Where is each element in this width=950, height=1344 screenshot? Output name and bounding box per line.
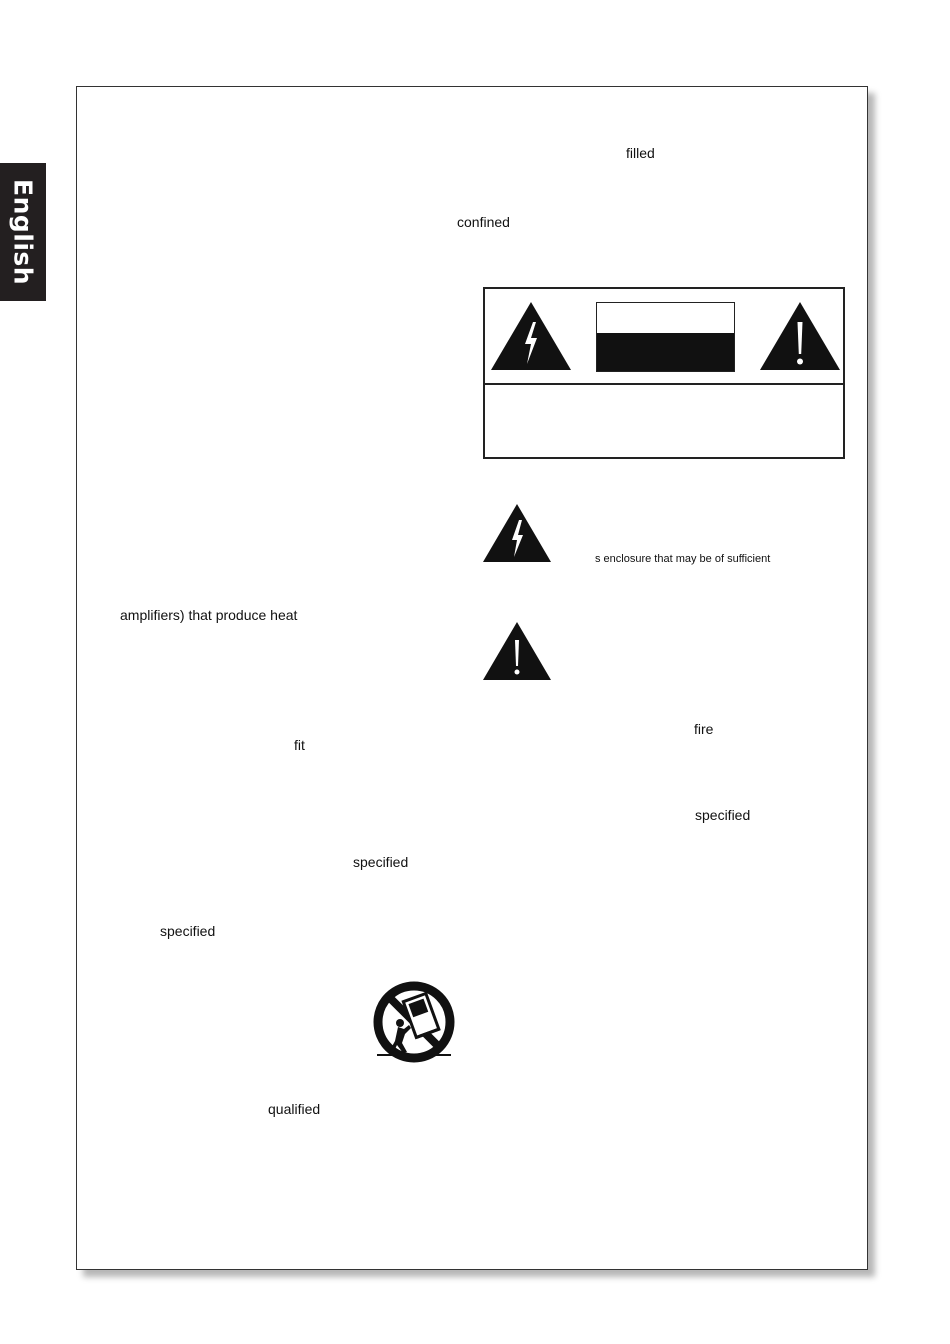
text-specified-right: specified (695, 807, 751, 823)
text-filled: filled (626, 145, 655, 161)
exclamation-warning-triangle-icon (758, 300, 842, 372)
language-tab (0, 163, 46, 301)
text-specified-left: specified (160, 923, 216, 939)
caution-box (483, 287, 845, 459)
lightning-bolt-warning-triangle-icon (482, 503, 552, 563)
page-frame (76, 86, 868, 1270)
exclamation-warning-triangle-icon (482, 621, 552, 681)
cart-tip-over-warning-icon (371, 979, 457, 1065)
text-confined: confined (457, 214, 510, 230)
text-specified-mid: specified (353, 854, 409, 870)
text-fit: fit (294, 737, 305, 753)
text-qualified: qualified (268, 1101, 321, 1117)
lightning-bolt-warning-triangle-icon (489, 300, 573, 372)
text-fire: fire (694, 721, 714, 737)
caution-box-header (485, 289, 843, 385)
caution-label-plate (596, 302, 735, 372)
language-tab-label: English (8, 178, 38, 286)
caution-label-plate-black (597, 333, 734, 371)
text-amplifiers: amplifiers) that produce heat (120, 607, 298, 623)
text-enclosure: s enclosure that may be of sufficient (595, 553, 771, 565)
